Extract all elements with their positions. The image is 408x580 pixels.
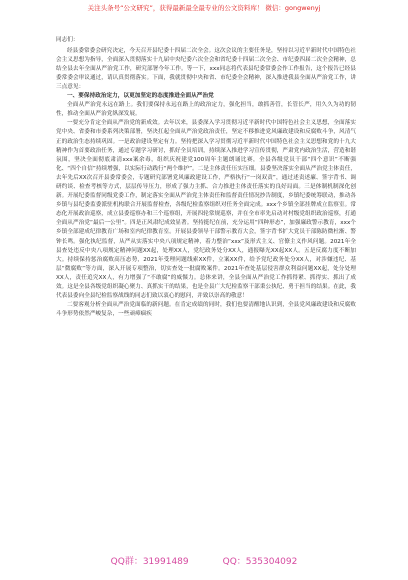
paragraph-list	[56, 47, 356, 320]
qq-group-number: QQ群：31991489	[110, 557, 189, 567]
body-paragraph: 二要客观分析全面从严治党面临的新问题。在肯定成绩的同时，我们也要清醒地认识到，全县党风廉政建设和反腐败斗争形势依然严峻复杂，一些顽瘴痼疾	[56, 302, 356, 318]
document-body	[56, 36, 356, 319]
salutation: 同志们：	[56, 37, 79, 43]
body-paragraph: 全面从严治党永远在路上。我们要保持永远在路上的政治定力，强化担当，敢抓善管，长管长严，用久久为功的韧性，推动全面从严治党纵深发展。	[56, 102, 356, 118]
body-paragraph: 一要充分肯定全面从严治党的新成效。去年以来，县委深入学习贯彻习近平新时代中国特色社会主义思想，全面落实党中央、省委和市委系列决策部署，坚决扛起全面从严治党政治责任，坚定不移推进党风廉政建设和反腐败斗争，风清气正的政治生态持续巩固。一是政治建设坚定有力。坚持把深入学习贯彻习近平新时代中国特色社会主义思想和党的十九大精神作为首要政治任务，通过专题学习研讨，抓好全员培训，持续深入推进学习宣传贯彻，严肃党内政治生活，营造和谐氛围，坚决全面彻底肃清xxx案余毒，组织庆祝建党100周年主题朗诵比赛，全县各级党员干部“四个意识”不断强化、“四个自信”持续增强，以实际行动践行“两个维护”。二是主体责任压实压细。县委坚决落实全面从严治党主体责任，去年先后XX次召开县委常委会，专题研究部署党风廉政建设工作，严格执行“一岗双责”，通过述责述廉、签字背书、调研约谈、检查考核等方式，层层传导压力，形成了强力主抓、合力推进主体责任落实的良好局面。三是体制机制深化创新。开展纪委监督同级党委工作，制定落实全面从严治党主体责任和监督责任情况抄告制度，乡镇纪委统筹联动，推动各乡镇与县纪委监委派驻机构联合开展监督检查，各级纪检监察组织对任务全面完成。xxx个乡镇全部挂牌成立监察室。常态化开展政治巡察，成立县委巡察办和三个巡察组，开展四轮常规巡察，并在全市率先启动对村级党组织政治巡察，打通全面从严治党“最后一公里”。四是正风肃纪成效显著。坚持挺纪在前，充分运用“四种形态”，加强廉政警示教育，xxx个乡镇全部建成纪律教育广场和室内纪律教育室。开展县委领导干部警示教育大会，签字背书扩大党员干部陈防微杜渐、警钟长鸣。强化执纪监督，从严从实落实中央八项规定精神，着力整治“xxx”及形式主义、官僚主义作风问题。2021年全县查处违反中央八项规定精神问题XX起，处理XX人，党纪政务处分XX人，通报曝光XX起XX人。五是反腐力度不断加大。持续保持惩治腐败高压态势，2021年受理问题线索XX件，立案XX件，给予党纪政务处分XX人，对涉嫌违纪、基层“微腐败”等方面，深入开展专项整治，切实查处一批腐败案件。2021年查处基层侵害群众利益问题XX起，处分处理XX人，责任追究XX人，有力增强了“不敢腐”的威慑力。总体来讲，全县全面从严治党工作抓得紧、抓得实、抓出了成效。这是全县各级党组织凝心聚力、真抓实干的结果，也是全县广大纪检监察干部秉公执纪、勇于担当的结果。在此，我代表县委向全县纪检监察战线的同志们致以衷心的慰问，并致以崇高的敬意！	[56, 120, 356, 300]
footer	[0, 556, 408, 568]
section-heading: 一、要保持政治定力，以更加坚定的态度推进全面从严治党	[67, 93, 214, 100]
qq-number: QQ：535304092	[222, 557, 298, 567]
body-paragraph: 经县委常委会研究决定，今天召开县纪委十四届二次全会。这次会议的主要任务是，坚持以习近平新时代中国特色社会主义思想为指导，全面深入贯彻落实十九届中央纪委六次全会和省纪委十四届二次全会、市纪委四届二次全会精神，总结全县去年全面从严治党工作，研究部署今年工作。等一下，xxx同志将代表县纪委常委会作工作报告，这个报告已经县委常委会审议通过，请认真贯彻落实。下面，我就贯彻中央和省、市纪委全会精神，深入推进我县全面从严治党工作，讲三点意见：	[56, 47, 356, 90]
promo-banner: 关注头条号“公文研究”，获得最新最全最专业的公文资料库！ 微信：gongwenyj	[87, 4, 321, 12]
